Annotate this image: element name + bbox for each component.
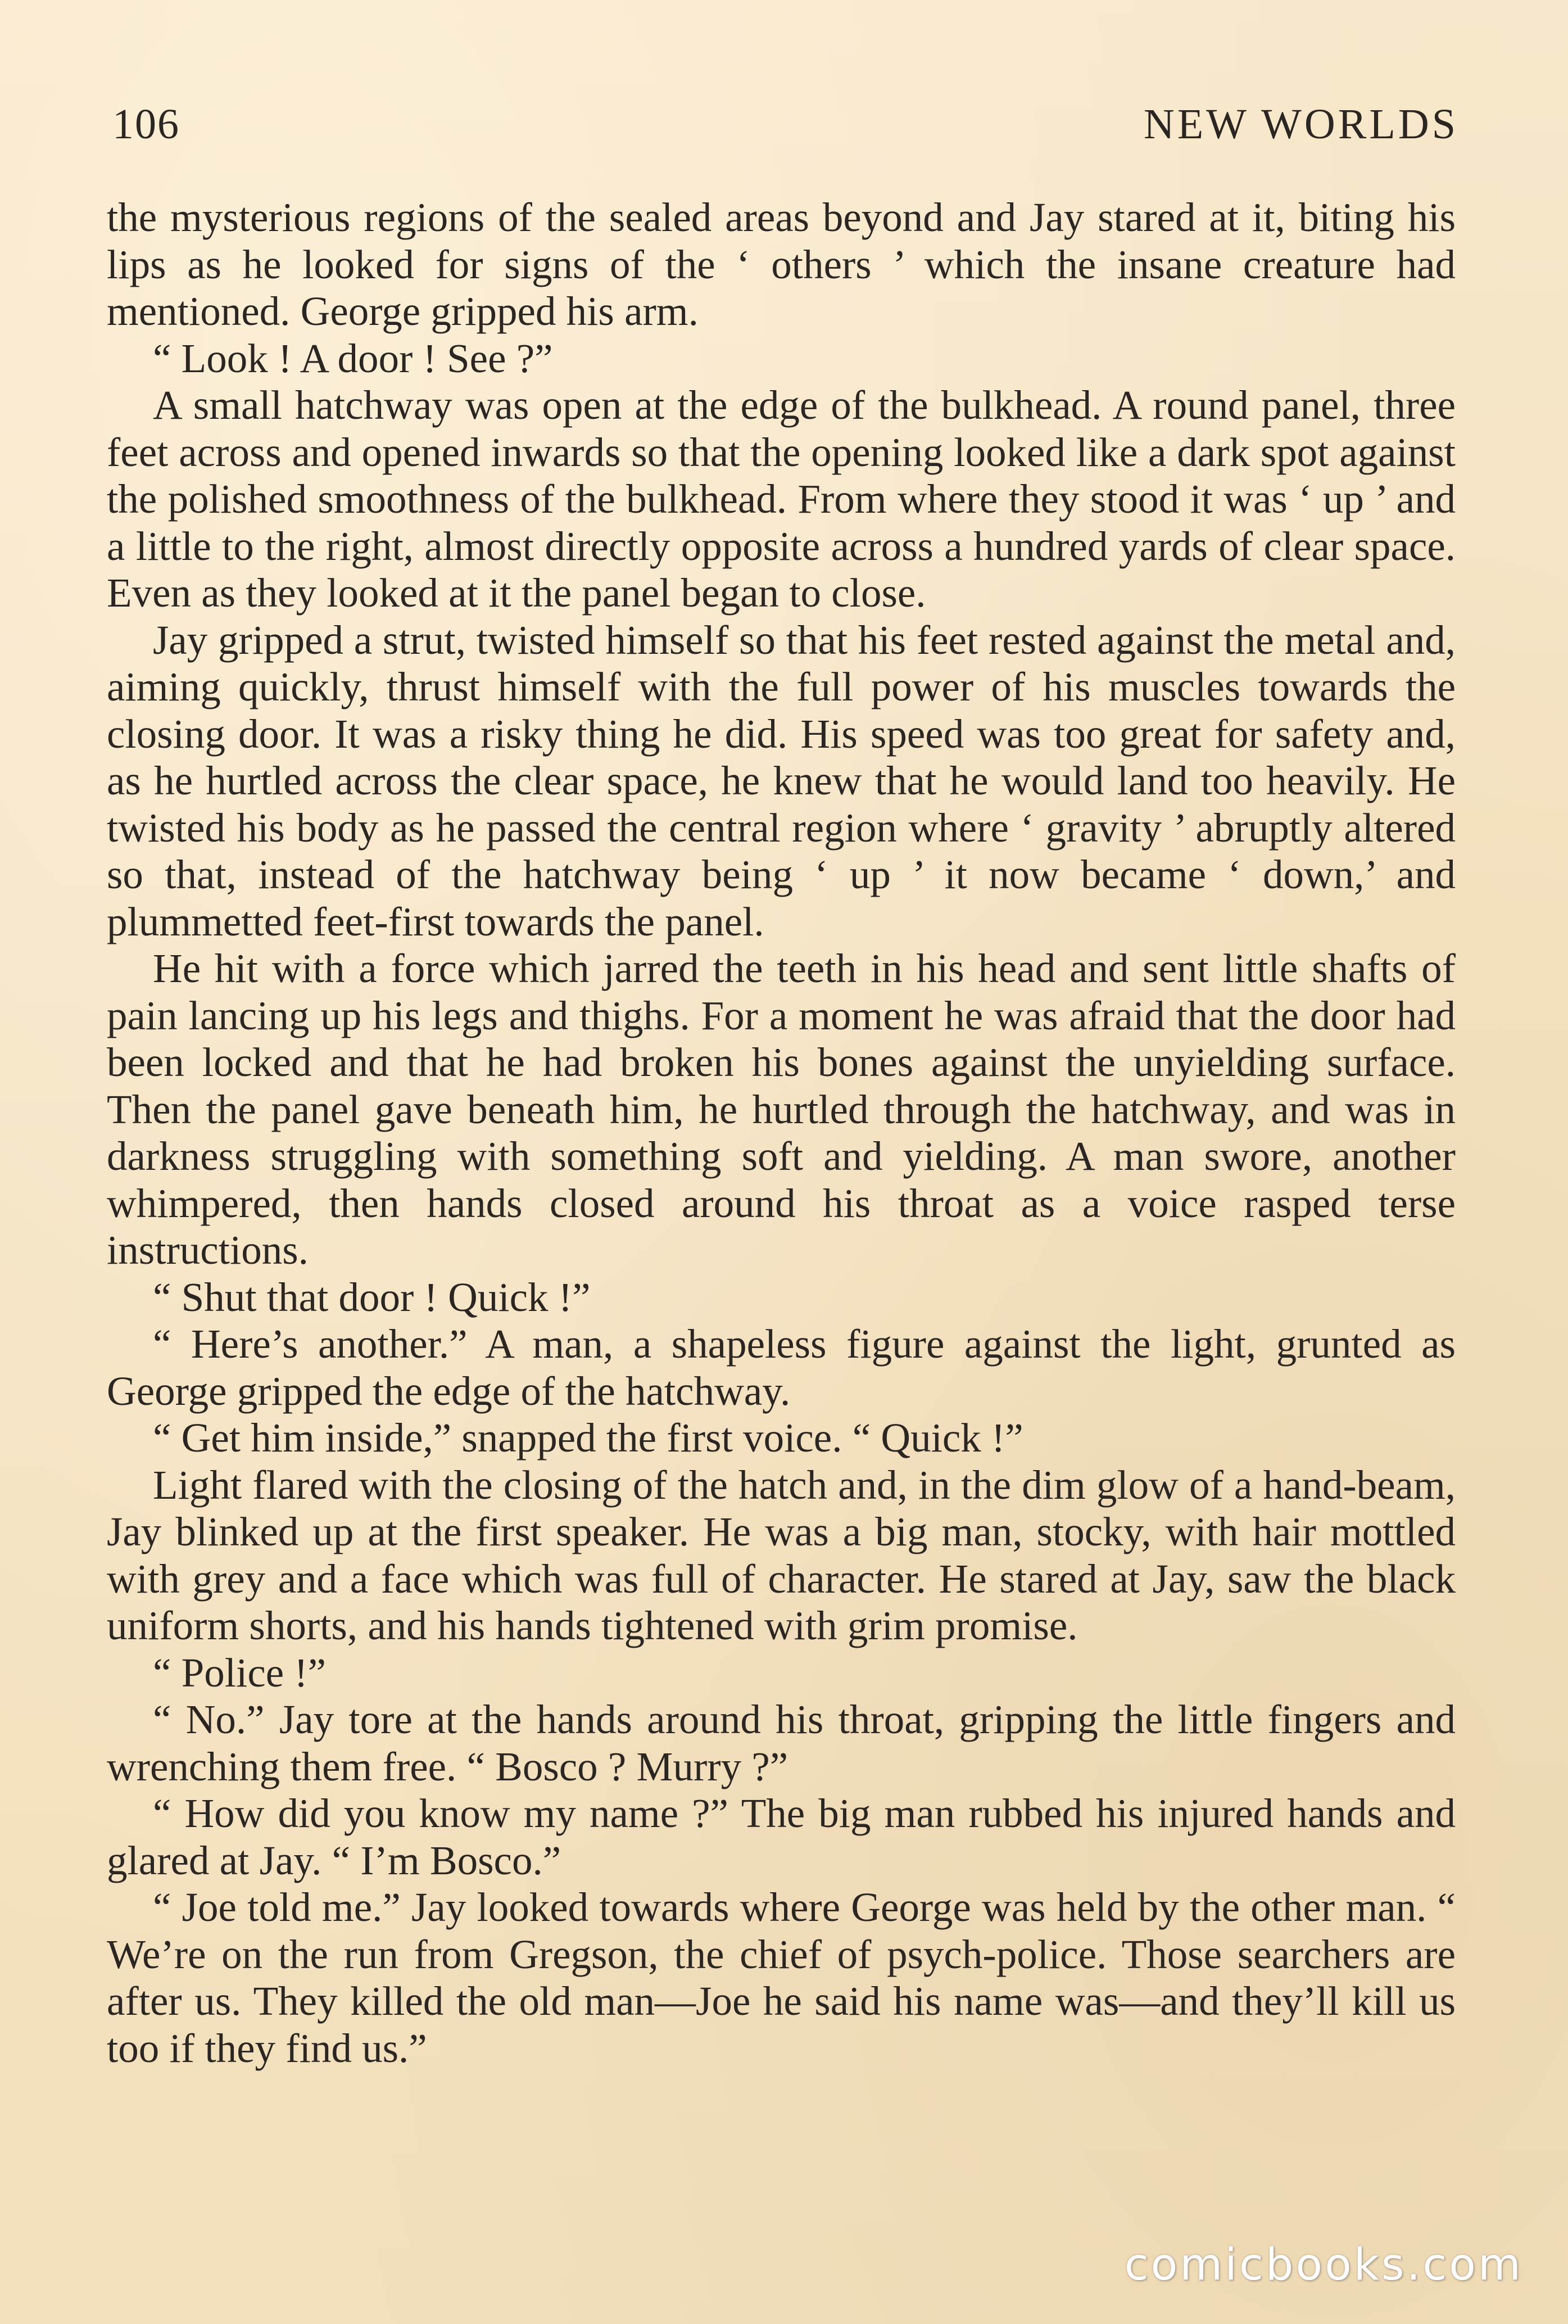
running-head bbox=[112, 100, 1458, 162]
paragraph: “ Look ! A door ! See ?” bbox=[153, 335, 553, 381]
paragraph: Light flared with the closing of the hatch and, in the dim glow of a hand-beam, Jay blinked up at the first speaker. He was a big man, stocky, with hair mottled with grey and a face which was full of character. He stared at Jay, saw the black uniform shorts, and his hands tightened with grim promise. bbox=[107, 1462, 1456, 1648]
paragraph: He hit with a force which jarred the teeth in his head and sent little shafts of pain lancing up his legs and thighs. For a moment he was afraid that the door had been locked and that he had broken his bones against the unyielding surface. Then the panel gave beneath him, he hurtled through the hatchway, and was in darkness struggling with something soft and yielding. A man swore, another whimpered, then hands closed around his throat as a voice rasped terse instructions. bbox=[107, 946, 1456, 1273]
paragraph: the mysterious regions of the sealed areas beyond and Jay stared at it, biting his lips as he looked for signs of the ‘ others ’ which the insane creature had mentioned. George gripped his arm. bbox=[107, 195, 1456, 334]
paragraph: A small hatchway was open at the edge of the bulkhead. A round panel, three feet across and opened inwards so that the opening looked like a dark spot against the polished smoothness of the bulkhead. From where they stood it was ‘ up ’ and a little to the right, almost directly opposite across a hundred yards of clear space. Even as they looked at it the panel began to close. bbox=[107, 382, 1456, 616]
page-number: 106 bbox=[112, 101, 180, 148]
paragraph: “ Here’s another.” A man, a shapeless figure against the light, grunted as George gripped the edge of the hatchway. bbox=[107, 1321, 1456, 1414]
site-watermark: comicbooks.com bbox=[1124, 2240, 1523, 2290]
paragraph: “ No.” Jay tore at the hands around his throat, gripping the little fingers and wrenching them free. “ Bosco ? Murry ?” bbox=[107, 1697, 1456, 1789]
story-text bbox=[107, 194, 1456, 2072]
paragraph: “ Police !” bbox=[153, 1649, 327, 1695]
paragraph: “ How did you know my name ?” The big man rubbed his injured hands and glared at Jay. “ I’m Bosco.” bbox=[107, 1791, 1456, 1883]
paragraph: “ Get him inside,” snapped the first voice. “ Quick !” bbox=[153, 1415, 1023, 1461]
running-title: NEW WORLDS bbox=[1143, 101, 1458, 148]
paragraph: “ Joe told me.” Jay looked towards where George was held by the other man. “ We’re on the run from Gregson, the chief of psych-police. Those searchers are after us. They killed the old man—Joe he said his name was—and they’ll kill us too if they find us.” bbox=[107, 1884, 1456, 2071]
paragraph: Jay gripped a strut, twisted himself so that his feet rested against the metal and, aiming quickly, thrust himself with the full power of his muscles towards the closing door. It was a risky thing he did. His speed was too great for safety and, as he hurtled across the clear space, he knew that he would land too heavily. He twisted his body as he passed the central region where ‘ gravity ’ abruptly altered so that, instead of the hatchway being ‘ up ’ it now became ‘ down,’ and plummetted feet-first towards the panel. bbox=[107, 617, 1456, 944]
paragraph: “ Shut that door ! Quick !” bbox=[153, 1274, 591, 1320]
